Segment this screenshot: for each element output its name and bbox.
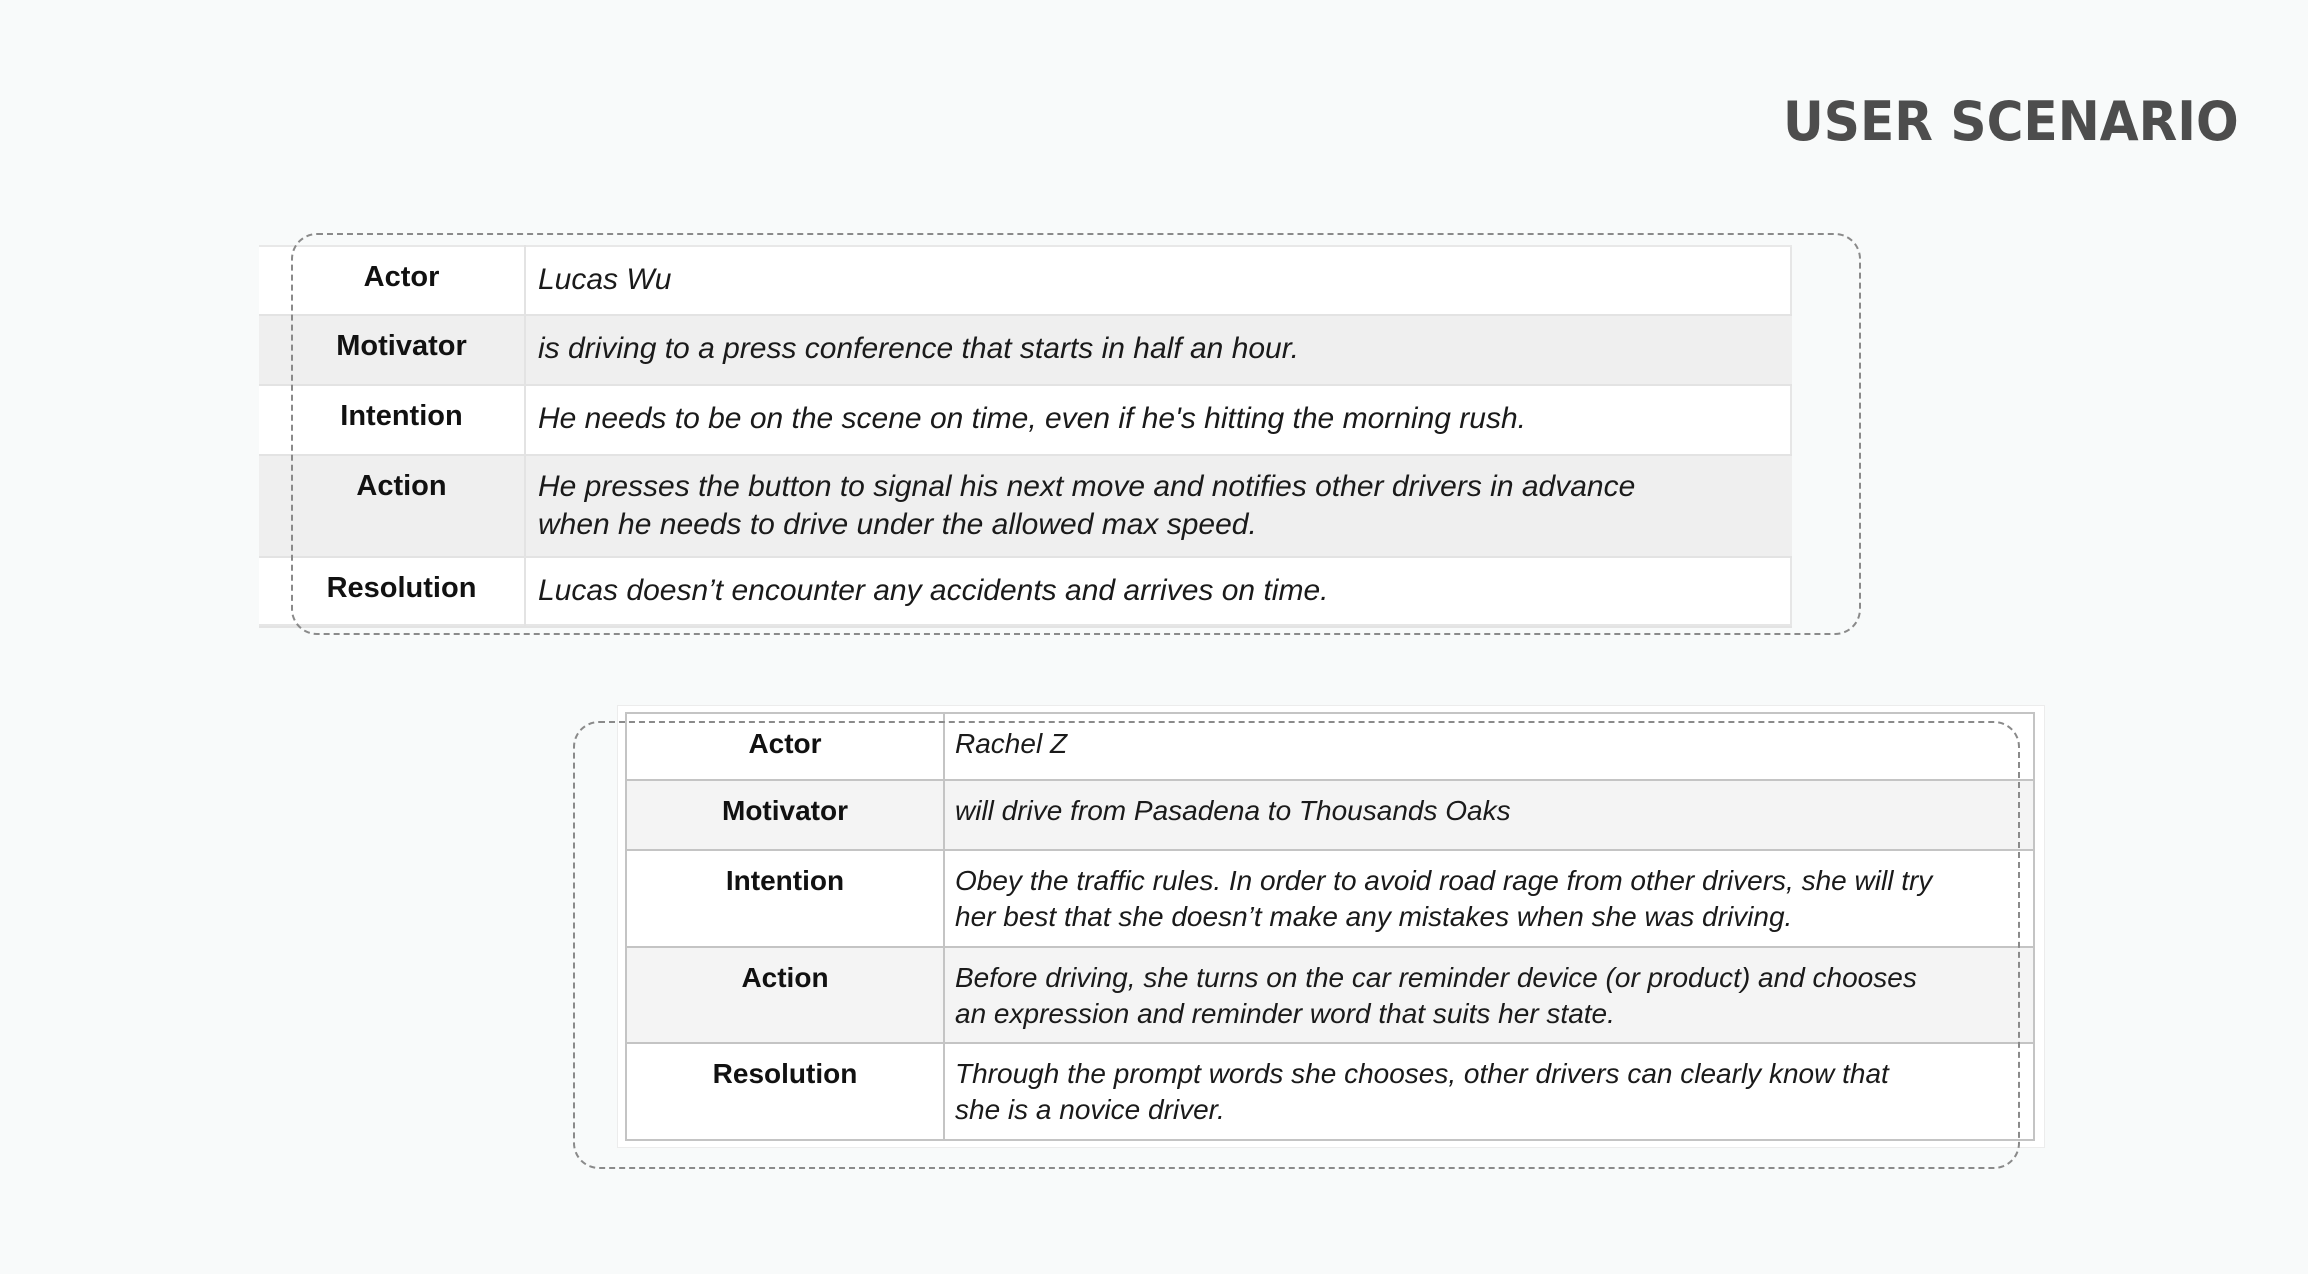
row-label: Motivator — [626, 780, 944, 850]
table-row-resolution — [259, 557, 1792, 627]
page-title: USER SCENARIO — [1783, 90, 2239, 153]
row-value: He needs to be on the scene on time, even if he's hitting the morning rush. — [525, 385, 1792, 455]
table-row-motivator — [259, 315, 1792, 385]
table-row-resolution — [626, 1043, 2034, 1140]
table-row-intention — [259, 385, 1792, 455]
row-value: Lucas doesn’t encounter any accidents and arrives on time. — [525, 557, 1792, 627]
row-label: Action — [626, 947, 944, 1043]
row-value: will drive from Pasadena to Thousands Oaks — [944, 780, 2034, 850]
row-label: Resolution — [626, 1043, 944, 1140]
row-value — [525, 455, 1792, 557]
row-value-line: Through the prompt words she chooses, other drivers can clearly know that — [955, 1058, 1889, 1089]
row-value-line: Before driving, she turns on the car reminder device (or product) and chooses — [955, 962, 1917, 993]
row-value — [944, 1043, 2034, 1140]
row-value — [944, 947, 2034, 1043]
table-row-action — [259, 455, 1792, 557]
row-label: Action — [259, 455, 525, 557]
row-label: Intention — [626, 850, 944, 947]
row-label: Intention — [259, 385, 525, 455]
table-row-actor — [626, 713, 2034, 780]
row-value: Lucas Wu — [525, 246, 1792, 315]
row-label: Motivator — [259, 315, 525, 385]
table-row-action — [626, 947, 2034, 1043]
scenario-table-lucas — [259, 245, 1792, 628]
row-value-line: she is a novice driver. — [955, 1094, 1225, 1125]
row-label: Resolution — [259, 557, 525, 627]
table-row-actor — [259, 246, 1792, 315]
row-value-line: her best that she doesn’t make any mistakes when she was driving. — [955, 901, 1793, 932]
row-label: Actor — [259, 246, 525, 315]
row-value-line: He presses the button to signal his next move and notifies other drivers in advance — [538, 470, 1636, 503]
table-row-intention — [626, 850, 2034, 947]
row-value: Rachel Z — [944, 713, 2034, 780]
scenario-table-rachel — [625, 712, 2035, 1141]
row-value-line: an expression and reminder word that suits her state. — [955, 998, 1615, 1029]
table-row-motivator — [626, 780, 2034, 850]
row-label: Actor — [626, 713, 944, 780]
row-value: is driving to a press conference that starts in half an hour. — [525, 315, 1792, 385]
row-value — [944, 850, 2034, 947]
row-value-line: Obey the traffic rules. In order to avoid road rage from other drivers, she will try — [955, 865, 1933, 896]
row-value-line: when he needs to drive under the allowed max speed. — [538, 508, 1257, 541]
